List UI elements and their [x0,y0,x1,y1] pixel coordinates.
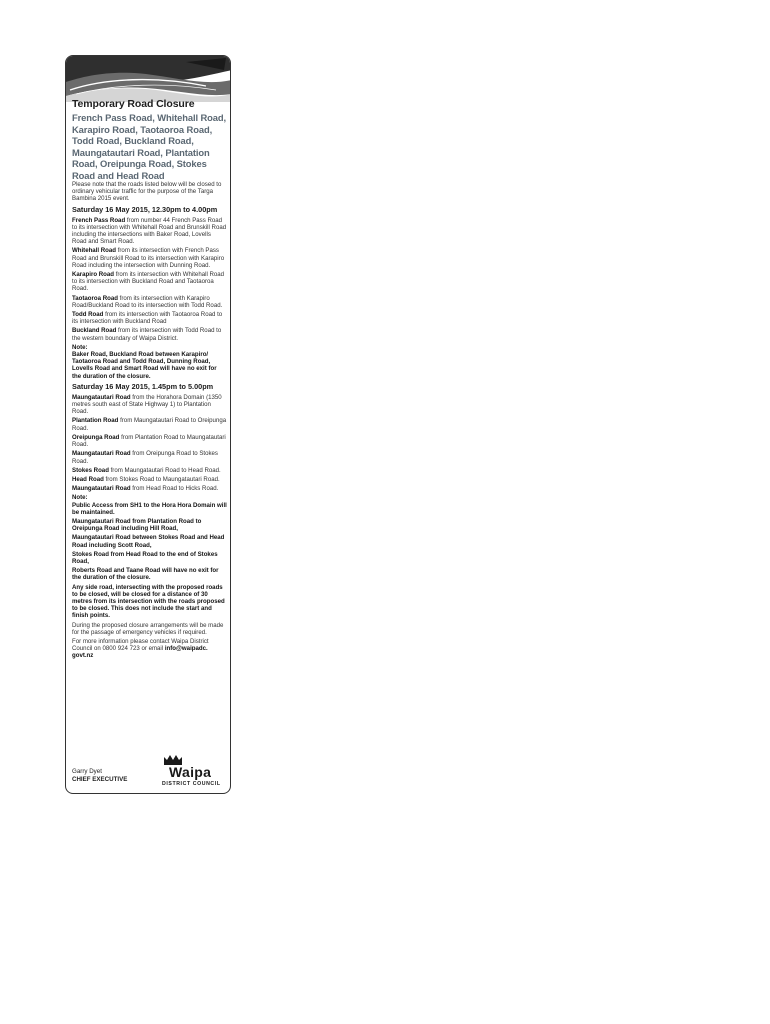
road-entry [72,467,227,474]
road-description: from its intersection with Karapiro Road/Buckland Road to its intersection with Todd Road. [72,294,223,309]
road-entry [72,485,227,492]
road-name: Buckland Road [72,327,117,335]
section2-date: Saturday 16 May 2015, 1.45pm to 5.00pm [72,381,214,391]
note-label: Note: [72,343,88,351]
note-text: Public Access from SH1 to the Hora Hora Domain will be maintained. [72,501,227,516]
note-item: Stokes Road from Head Road to the end of Stokes Road, [72,550,218,565]
road-entry [72,271,227,293]
road-name: Oreipunga Road [72,433,120,441]
road-name: Plantation Road [72,417,119,425]
road-entry [72,247,227,269]
intro-text: Please note that the roads listed below will be closed to ordinary vehicular traffic for the purpose of the Targa Bambina 2015 event. [72,181,222,203]
road-name: Stokes Road [72,466,109,474]
note-label: Note: [72,494,88,502]
road-description: from Maungatautari Road to Head Road. [108,466,221,474]
road-entry [72,434,227,448]
road-name: French Pass Road [72,216,126,224]
notice-title: Temporary Road Closure [72,98,195,110]
road-description: from its intersection with Taotaoroa Road to its intersection with Buckland Road [72,311,223,326]
road-entry [72,327,227,341]
emergency-text: During the proposed closure arrangements will be made for the passage of emergency vehicles if required. [72,621,224,636]
road-description: from Plantation Road to Maungatautari Road. [72,433,226,449]
notice-box [65,55,231,794]
logo-subtitle: DISTRICT COUNCIL [162,781,221,787]
road-entry [72,311,227,325]
road-description: from Head Road to Hicks Road. [130,485,219,493]
road-description: from its intersection with Whitehall Road to its intersection with Buckland Road and Taotaoroa Road. [72,271,225,293]
road-name: Todd Road [72,311,104,319]
signatory-name: Garry Dyet [72,768,102,775]
contact-email-link[interactable]: info@waipadc. govt.nz [72,645,208,660]
section2-note [72,494,227,516]
section1-date: Saturday 16 May 2015, 12.30pm to 4.00pm [72,204,218,214]
road-description: from Oreipunga Road to Stokes Road. [72,450,218,465]
road-name: Head Road [72,475,104,483]
road-name: Maungatautari Road [72,450,131,458]
note-item: Any side road, intersecting with the proposed roads to be closed, will be closed for a distance of 30 metres from its intersection with the roads proposed to be closed. This does not include the start and finish points. [72,583,225,620]
road-entry [72,295,227,309]
contact-text [72,638,227,660]
road-name: Whitehall Road [72,247,117,255]
road-entry [72,217,227,246]
road-entry [72,476,227,483]
section1-note [72,344,227,380]
notice-subtitle: French Pass Road, Whitehall Road, Karapiro Road, Taotaoroa Road, Todd Road, Buckland Road, Maungatautari Road, Plantation Road, Oreipunga Road, Stokes Road and Head Road [72,112,227,181]
road-name: Karapiro Road [72,271,114,279]
contact-description: For more information please contact Waipa District Council on 0800 924 723 or email [72,637,209,653]
road-name: Taotaoroa Road [72,294,118,302]
road-entry [72,394,227,416]
signatory-role: CHIEF EXECUTIVE [72,776,128,783]
signature-block [72,768,127,784]
council-logo [159,756,225,790]
notice-body [72,181,227,662]
road-entry [72,450,227,464]
road-name: Maungatautari Road [72,485,131,493]
logo-wordmark: Waipa [169,764,212,780]
road-name: Maungatautari Road [72,393,131,401]
road-description: from the Horahora Domain (1350 metres south east of State Highway 1) to Plantation Road. [72,393,222,416]
road-entry [72,417,227,431]
road-description: from Stokes Road to Maungatautari Road. [103,475,220,483]
note-item: Roberts Road and Taane Road will have no exit for the duration of the closure. [72,567,219,582]
road-description: from its intersection with Todd Road to the western boundary of Waipa District. [72,327,222,342]
road-description: from number 44 French Pass Road to its intersection with Whitehall Road and Brunskill Road including the intersections with Baker Road, Lovells Road and Smart Road. [72,216,227,246]
road-description: from Maungatautari Road to Oreipunga Road. [72,417,227,432]
notice-footer [72,756,227,790]
note-item: Maungatautari Road between Stokes Road and Head Road including Scott Road, [72,534,225,549]
decorative-banner [66,56,231,102]
note-item: Maungatautari Road from Plantation Road to Oreipunga Road including Hill Road, [72,517,202,533]
road-description: from its intersection with French Pass Road and Brunskill Road to its intersection with Karapiro Road including the intersection with Dunning Road. [72,247,225,269]
note-text: Baker Road, Buckland Road between Karapiro/ Taotaoroa Road and Todd Road, Dunning Road, Lovells Road and Smart Road will have no exit for the duration of the closure. [72,351,217,380]
